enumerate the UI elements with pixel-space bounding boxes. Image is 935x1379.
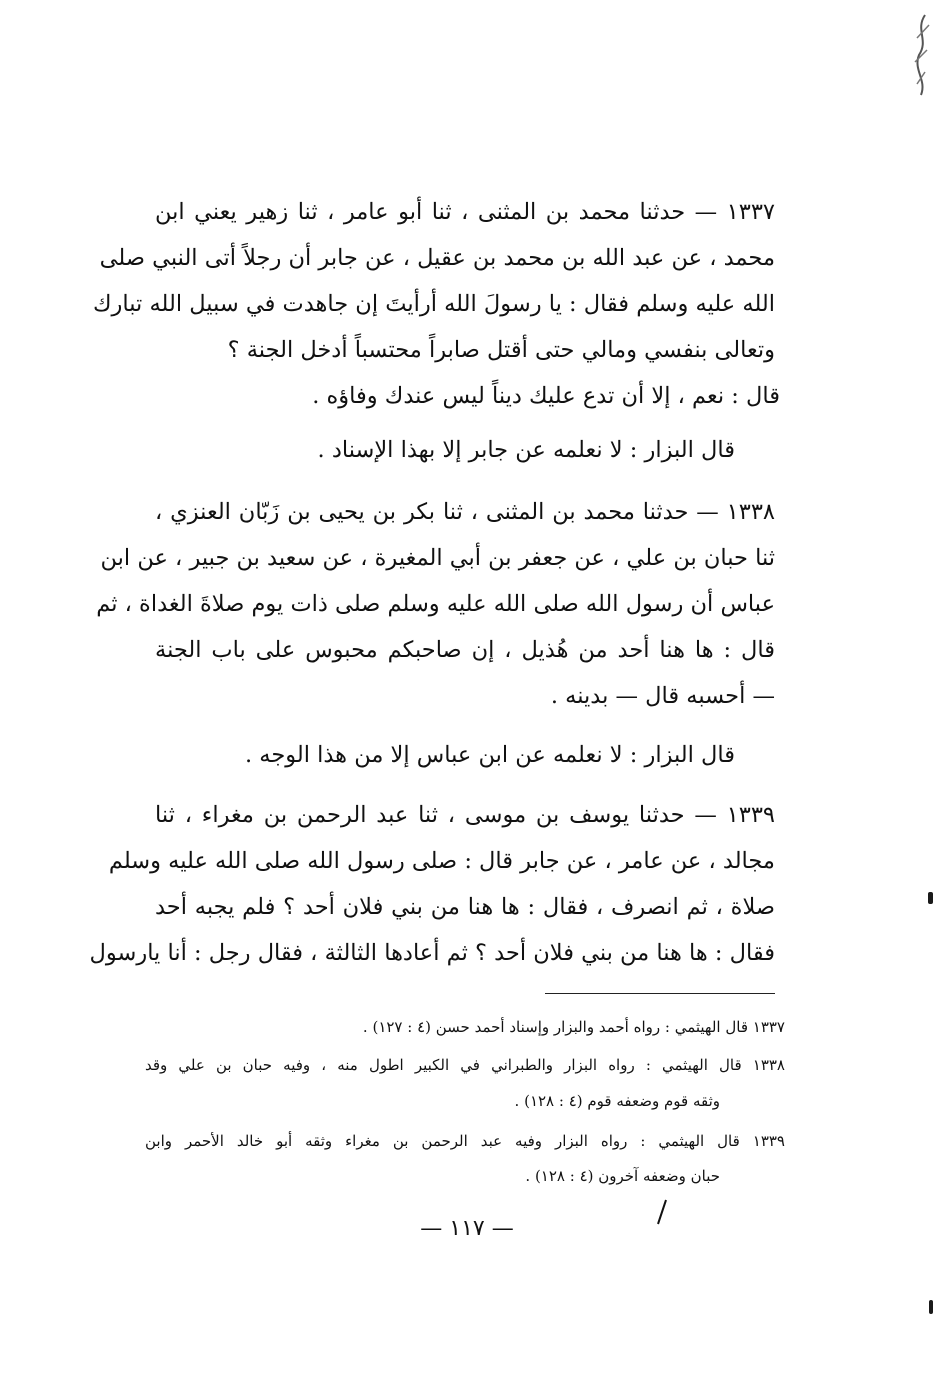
hadith-1339-line-4: فقال : ها هنا من بني فلان أحد ؟ ثم أعادها الثالثة ، فقال رجل : أنا يارسول: [89, 940, 775, 966]
footnote-separator: [545, 993, 775, 994]
footnote-1337: ١٣٣٧ قال الهيثمي : رواه أحمد والبزار وإسناد أحمد حسن (٤ : ١٢٧) .: [362, 1018, 785, 1036]
hadith-1337-line-1: ١٣٣٧ — حدثنا محمد بن المثنى ، ثنا أبو عامر ، ثنا زهير يعني ابن: [155, 199, 775, 225]
hadith-1338-line-4: قال : ها هنا أحد من هُذيل ، إن صاحبكم محبوس على باب الجنة: [155, 637, 775, 663]
scan-edge-dot: [929, 1300, 933, 1314]
bazzar-note-1338: قال البزار : لا نعلمه عن ابن عباس إلا من هذا الوجه .: [244, 742, 735, 768]
hadith-1337-line-2: محمد ، عن عبد الله بن محمد بن عقيل ، عن جابر أن رجلاً أتى النبي صلى: [99, 245, 775, 271]
hadith-1337-line-5: قال : نعم ، إلا أن تدع عليك ديناً ليس عندك وفاؤه .: [312, 383, 780, 409]
page-number: — ١١٧ —: [420, 1216, 514, 1241]
hadith-1339-line-3: صلاة ، ثم انصرف ، فقال : ها هنا من بني فلان أحد ؟ فلم يجبه أحد: [155, 894, 775, 920]
hadith-1338-line-2: ثنا حبان بن علي ، عن جعفر بن أبي المغيرة ، عن سعيد بن جبير ، عن ابن: [100, 545, 775, 571]
hadith-1338-line-3: عباس أن رسول الله صلى الله عليه وسلم صلى ذات يوم صلاةَ الغداة ، ثم: [96, 591, 775, 617]
hadith-1337-line-4: وتعالى بنفسي ومالي حتى أقتل صابراً محتسباً أدخل الجنة ؟: [227, 337, 775, 363]
footnote-1339-line-1: ١٣٣٩ قال الهيثمي : رواه البزار وفيه عبد الرحمن بن مغراء وثقه أبو خالد الأحمر وابن: [145, 1132, 785, 1150]
hadith-1338-line-1: ١٣٣٨ — حدثنا محمد بن المثنى ، ثنا بكر بن يحيى بن زَبّان العنزي ،: [155, 499, 775, 525]
hadith-1338-line-5: — أحسبه قال — بدينه .: [550, 683, 775, 709]
footnote-1338-line-1: ١٣٣٨ قال الهيثمي : رواه البزار والطبراني في الكبير اطول منه ، وفيه حبان بن علي وقد: [145, 1056, 785, 1074]
scan-edge-dot: [928, 892, 933, 904]
hadith-1337-line-3: الله عليه وسلم فقال : يا رسولَ الله أرأيتَ إن جاهدت في سبيل الله تبارك: [93, 291, 775, 317]
hadith-1339-line-2: مجالد ، عن عامر ، عن جابر قال : صلى رسول الله صلى الله عليه وسلم: [108, 848, 775, 874]
pen-stroke-mark: [652, 1198, 672, 1226]
scan-edge-smudge: [905, 10, 933, 100]
bazzar-note-1337: قال البزار : لا نعلمه عن جابر إلا بهذا الإسناد .: [317, 437, 735, 463]
footnote-1338-line-2: وثقه قوم وضعفه قوم (٤ : ١٢٨) .: [514, 1092, 720, 1110]
hadith-1339-line-1: ١٣٣٩ — حدثنا يوسف بن موسى ، ثنا عبد الرحمن بن مغراء ، ثنا: [155, 802, 775, 828]
footnote-1339-line-2: حبان وضعفه آخرون (٤ : ١٢٨) .: [525, 1167, 720, 1185]
